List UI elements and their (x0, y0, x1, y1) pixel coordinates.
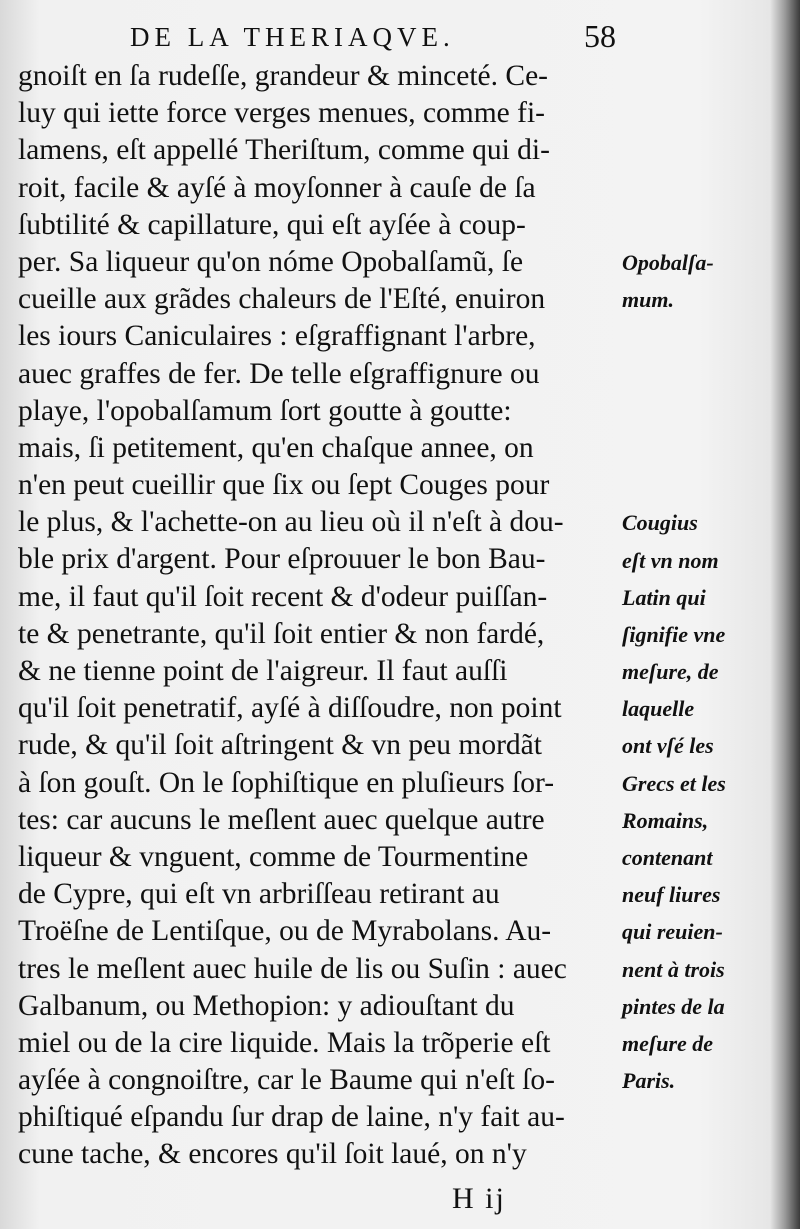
text-line: les iours Caniculaires : eſgraffignant l'arbre, (18, 320, 536, 353)
text-line: tres le meſlent auec huile de lis ou Suſin : auec (18, 952, 567, 985)
margin-note-line: laquelle (622, 696, 695, 722)
text-line: ſubtilité & capillature, qui eſt ayſée à coup- (18, 208, 526, 241)
text-line: à ſon gouſt. On le ſophiſtique en pluſieurs ſor- (18, 766, 555, 799)
margin-note-line: meſure de (622, 1030, 714, 1056)
margin-note-line: mum. (622, 287, 674, 313)
text-line: gnoiſt en ſa rudeſſe, grandeur & minceté. Ce- (18, 60, 548, 92)
text-line: & ne tienne point de l'aigreur. Il faut auſſi (18, 655, 508, 687)
text-line: de Cypre, qui eſt vn arbriſſeau retirant au (18, 878, 500, 911)
text-line: auec graffes de fer. De telle eſgraffignure ou (18, 357, 540, 390)
margin-note-line: Cougius (622, 510, 698, 536)
margin-note-line: contenant (622, 845, 713, 870)
margin-notes (622, 244, 792, 1099)
text-line: Galbanum, ou Methopion: y adiouſtant du (18, 989, 515, 1022)
text-line: lamens, eſt appellé Theriſtum, comme qui di- (18, 134, 550, 167)
margin-note-line: eſt vn nom (622, 547, 719, 573)
margin-note-line: ont vſé les (622, 733, 714, 759)
text-line: cueille aux grãdes chaleurs de l'Eſté, enuiron (18, 283, 546, 316)
margin-note-line: nent à trois (622, 956, 725, 982)
running-head: DE LA THERIAQVE. (130, 22, 455, 52)
text-line: phiſtiqué eſpandu ſur drap de laine, n'y fait au- (18, 1101, 565, 1134)
text-line: luy qui iette force verges menues, comme fi- (18, 97, 545, 130)
margin-note-line: Paris. (622, 1068, 676, 1094)
margin-note-line (622, 430, 792, 467)
text-line: rude, & qu'il ſoit aſtringent & vn peu mordãt (18, 729, 542, 762)
text-line: mais, ſi petitement, qu'en chaſque annee, on (18, 431, 534, 464)
margin-note-line: meſure, de (622, 659, 719, 685)
margin-note-line (622, 356, 792, 393)
text-line: tes: car aucuns le meſlent auec quelque autre (18, 803, 545, 836)
text-line: cune tache, & encores qu'il ſoit laué, on n'y (18, 1138, 527, 1171)
text-line: liqueur & vnguent, comme de Tourmentine (18, 840, 529, 873)
text-line: qu'il ſoit penetratif, ayſé à diſſoudre, non point (18, 692, 562, 725)
text-line: roit, facile & ayſé à moyſonner à cauſe de ſa (18, 171, 536, 204)
margin-note-line: Latin qui (622, 584, 706, 610)
text-line: ayſée à congnoiſtre, car le Baume qui n'eſt ſo- (18, 1064, 555, 1097)
text-line: te & penetrante, qu'il ſoit entier & non fardé, (18, 617, 545, 650)
page-number: 58 (584, 18, 616, 54)
margin-note-line: neuf liures (622, 882, 721, 908)
signature-mark: H ij (452, 1182, 506, 1215)
margin-note-line: qui reuien- (622, 919, 723, 945)
text-line: me, il faut qu'il ſoit recent & d'odeur puiſſan- (18, 580, 548, 613)
margin-note-line: ſignifie vne (622, 621, 726, 647)
text-line: Troëſne de Lentiſque, ou de Myrabolans. Au- (18, 915, 552, 948)
text-line: le plus, & l'achette-on au lieu où il n'eſt à dou- (18, 506, 564, 539)
margin-note-line (622, 467, 792, 504)
margin-note-line (622, 393, 792, 430)
margin-note-line: Romains, (622, 807, 709, 833)
page-header (0, 18, 800, 58)
margin-note-line (622, 318, 792, 355)
text-line: n'en peut cueillir que ſix ou ſept Couges pour (18, 469, 550, 502)
margin-note-line: pintes de la (622, 993, 725, 1019)
margin-note-line: Opobalſa- (622, 250, 714, 275)
text-line: ble prix d'argent. Pour eſprouuer le bon Bau- (18, 543, 546, 576)
body-text (18, 58, 630, 1174)
text-line: playe, l'opobalſamum ſort goutte à goutte: (18, 394, 512, 427)
text-line: per. Sa liqueur qu'on nóme Opobalſamũ, ſe (18, 245, 524, 278)
text-line: miel ou de la cire liquide. Mais la trõperie eſt (18, 1026, 551, 1059)
margin-note-line: Grecs et les (622, 770, 726, 796)
